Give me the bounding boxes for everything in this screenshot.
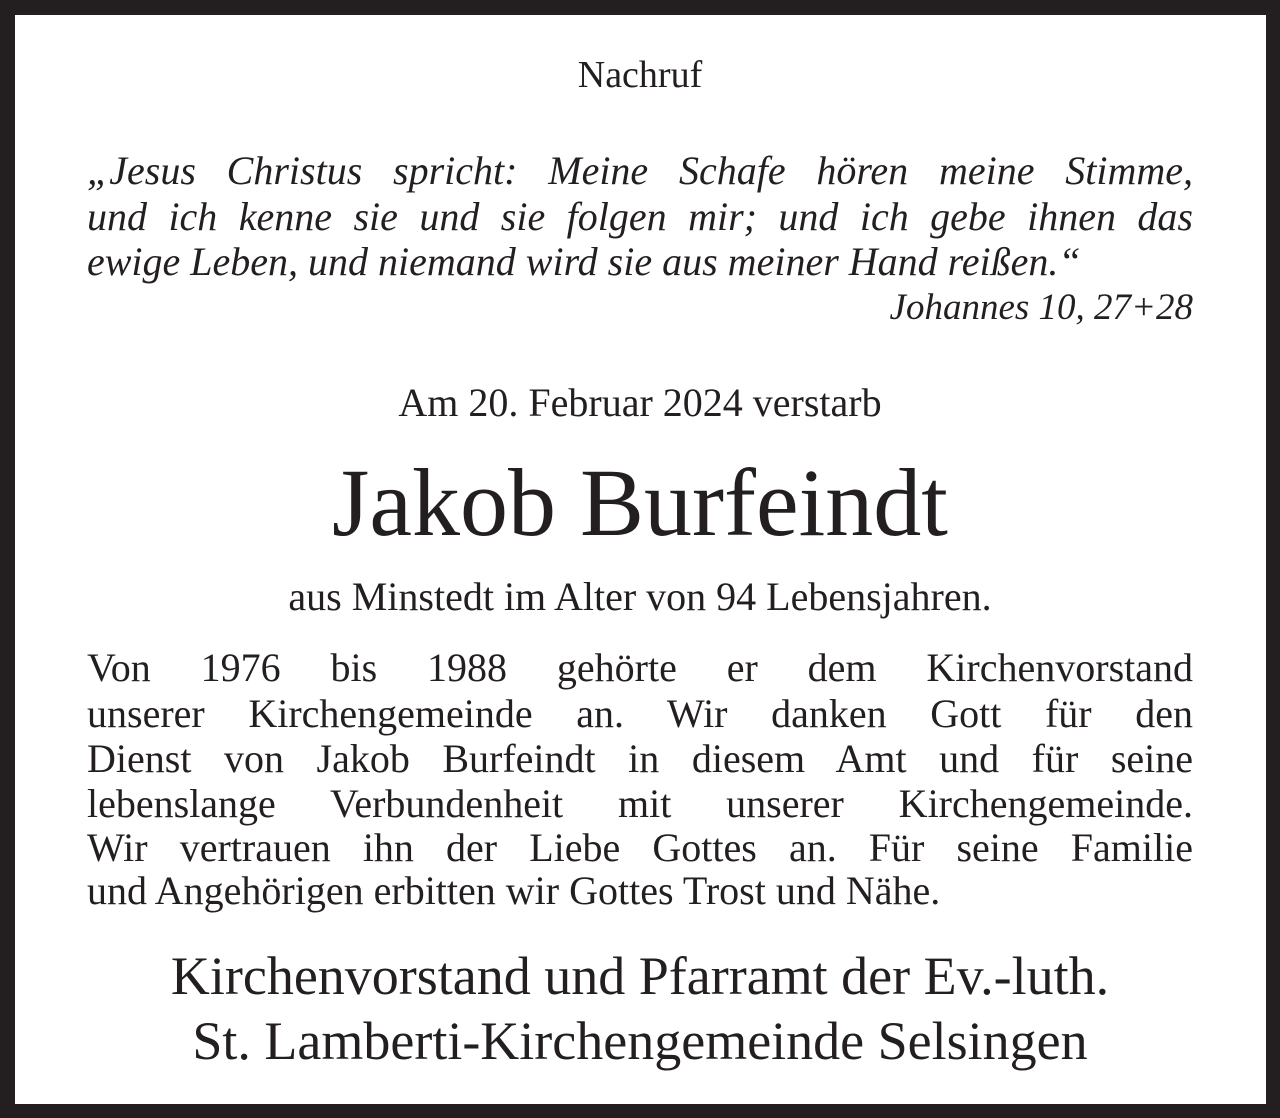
heading: Nachruf [577, 54, 703, 96]
death-notice: Am 20. Februar 2024 verstarb [398, 380, 882, 425]
body-line-6: und Angehörigen erbitten wir Gottes Trost und Nähe. [87, 868, 941, 913]
signature-line-2: St. Lamberti-Kirchengemeinde Selsingen [192, 1011, 1088, 1071]
quote-reference: Johannes 10, 27+28 [889, 287, 1193, 328]
deceased-name: Jakob Burfeindt [332, 449, 948, 556]
quote-line-1: „Jesus Christus spricht: Meine Schafe hören meine Stimme, [87, 148, 1193, 193]
quote-line-3: ewige Leben, und niemand wird sie aus meiner Hand reißen.“ [87, 239, 1081, 284]
signature-line-1: Kirchenvorstand und Pfarramt der Ev.-luth. [170, 946, 1110, 1006]
body-line-4: lebenslange Verbundenheit mit unserer Kirchengemeinde. [87, 781, 1193, 826]
quote-line-2: und ich kenne sie und sie folgen mir; und ich gebe ihnen das [87, 194, 1193, 239]
body-line-2: unserer Kirchengemeinde an. Wir danken Gott für den [87, 691, 1193, 736]
body-line-1: Von 1976 bis 1988 gehörte er dem Kirchenvorstand [87, 645, 1193, 690]
origin-line: aus Minstedt im Alter von 94 Lebensjahren. [288, 574, 992, 619]
body-line-5: Wir vertrauen ihn der Liebe Gottes an. Für seine Familie [87, 825, 1193, 870]
body-line-3: Dienst von Jakob Burfeindt in diesem Amt und für seine [87, 736, 1193, 781]
